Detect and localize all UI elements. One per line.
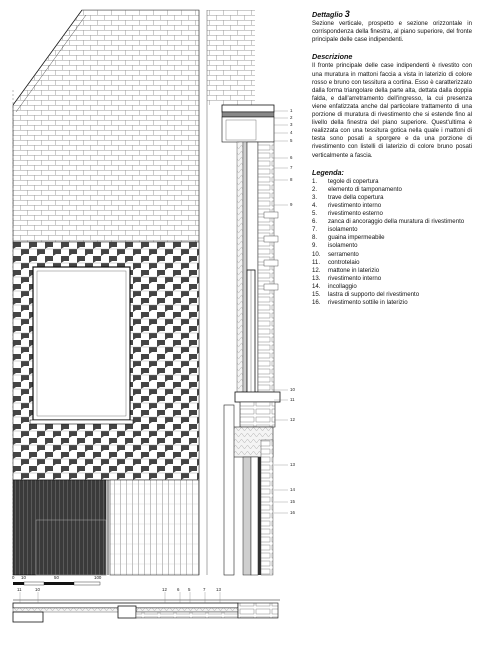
legend-item <box>312 251 472 259</box>
legend-item <box>312 234 472 242</box>
legend-text: rivestimento interno <box>328 274 382 282</box>
section-label: 16 <box>290 510 295 515</box>
legend-text: controtelaio <box>328 258 360 266</box>
section-label: 14 <box>290 487 295 492</box>
legend-text: rivestimento esterno <box>328 210 383 218</box>
legend-item <box>312 226 472 234</box>
plan-label: 7 <box>203 587 206 592</box>
legend-num: 16. <box>312 299 321 307</box>
legend-num: 12. <box>312 266 321 274</box>
legend-text: isolamento <box>328 226 358 234</box>
legend-text: mattone in laterizio <box>328 266 380 274</box>
legend-text: trave della copertura <box>328 193 384 201</box>
legend-text: guaina impermeabile <box>328 234 385 242</box>
legend-item <box>312 202 472 210</box>
detail-intro: Sezione verticale, prospetto e sezione orizzontale in corrispondenza della finestra, al piano superiore, del fronte principale delle case indipendenti. <box>312 20 472 44</box>
section-label: 8 <box>290 177 293 182</box>
plan-label: 6 <box>177 587 180 592</box>
text-column <box>312 10 472 307</box>
plan-label: 10 <box>35 587 40 592</box>
legend-num: 10. <box>312 250 321 258</box>
legend-num: 13. <box>312 274 321 282</box>
legend-item <box>312 242 472 250</box>
legend-title: Legenda: <box>312 167 344 177</box>
legend-text: isolamento <box>328 242 358 250</box>
section-label: 4 <box>290 130 293 135</box>
legend-text: serramento <box>328 250 359 258</box>
section-label: 13 <box>290 462 295 467</box>
vertical-section <box>207 10 288 575</box>
horizontal-section <box>13 592 280 622</box>
section-label: 5 <box>290 138 293 143</box>
legend-num: 5. <box>312 210 318 218</box>
section-label: 1 <box>290 108 293 113</box>
legend-num: 15. <box>312 291 321 298</box>
detail-title <box>312 10 472 19</box>
plan-label: 11 <box>17 587 22 592</box>
description-text: Il fronte principale delle case indipendenti è rivestito con una muratura in mattoni faccia a vista in laterizio di colore rosso e bruno con tessitura a cortina. Esso è caratterizzato dalla forma triangolare della parte alta, dettata dalla doppia falda, e dall'arretramento dell'ingresso, la cui presenza viene enfatizzata anche dal particolare trattamento di una porzione di muratura di rivestimento che si estende fino al livello della finestra del piano superiore. Quest'ultima è realizzata con una tessitura gotica nella quale i mattoni di testa sono posati a sporgere e da una porzione di rivestimento con listelli di laterizio di colore bruno posati verticalmente a fascia. <box>312 62 472 159</box>
section-label: 3 <box>290 122 293 127</box>
section-label: 9 <box>290 202 293 207</box>
legend-list <box>312 178 472 308</box>
section-label: 12 <box>290 417 295 422</box>
legend-item <box>312 210 472 218</box>
section-label: 7 <box>290 165 293 170</box>
legend-text: rivestimento sottile in laterizio <box>328 299 408 307</box>
legend-num: 14. <box>312 282 321 290</box>
legend-item <box>312 299 472 307</box>
detail-number: 3 <box>344 9 350 19</box>
detail-title-label: Dettaglio <box>312 10 343 19</box>
legend-text: incollaggio <box>328 282 357 290</box>
scale-tick: 100 <box>94 575 102 580</box>
legend-item <box>312 194 472 202</box>
legend-text: rivestimento interno <box>328 201 382 209</box>
legend-item <box>312 218 472 226</box>
plan-label: 12 <box>162 587 167 592</box>
legend-num: 2. <box>312 185 318 193</box>
legend-item <box>312 291 472 299</box>
legend-num: 7. <box>312 226 318 234</box>
legend-item <box>312 283 472 291</box>
legend-item <box>312 275 472 283</box>
plan-label: 13 <box>216 587 221 592</box>
description-title: Descrizione <box>312 52 353 62</box>
legend-num: 6. <box>312 218 318 226</box>
legend-item <box>312 267 472 275</box>
scale-bar <box>13 582 100 585</box>
legend-num: 9. <box>312 242 318 250</box>
legend-text: lastra di supporto del rivestimento <box>328 291 420 298</box>
legend-text: elemento di tamponamento <box>328 185 402 193</box>
scale-tick: 10 <box>21 575 26 580</box>
legend-num: 3. <box>312 193 318 201</box>
legend-text: zanca di ancoraggio della muratura di rivestimento <box>328 218 465 226</box>
legend-num: 8. <box>312 234 318 242</box>
front-elevation <box>13 10 199 575</box>
scale-tick: 50 <box>54 575 59 580</box>
legend-num: 4. <box>312 201 318 209</box>
legend-item <box>312 259 472 267</box>
plan-label: 5 <box>188 587 191 592</box>
legend-num: 1. <box>312 177 318 185</box>
legend-text: tegole di copertura <box>328 177 379 185</box>
section-label: 15 <box>290 499 295 504</box>
section-label: 11 <box>290 397 295 402</box>
section-label: 6 <box>290 155 293 160</box>
section-label: 2 <box>290 115 293 120</box>
legend-num: 11. <box>312 258 321 266</box>
legend-item <box>312 186 472 194</box>
legend-item <box>312 178 472 186</box>
scale-tick: 0 <box>12 575 15 580</box>
section-label: 10 <box>290 387 295 392</box>
